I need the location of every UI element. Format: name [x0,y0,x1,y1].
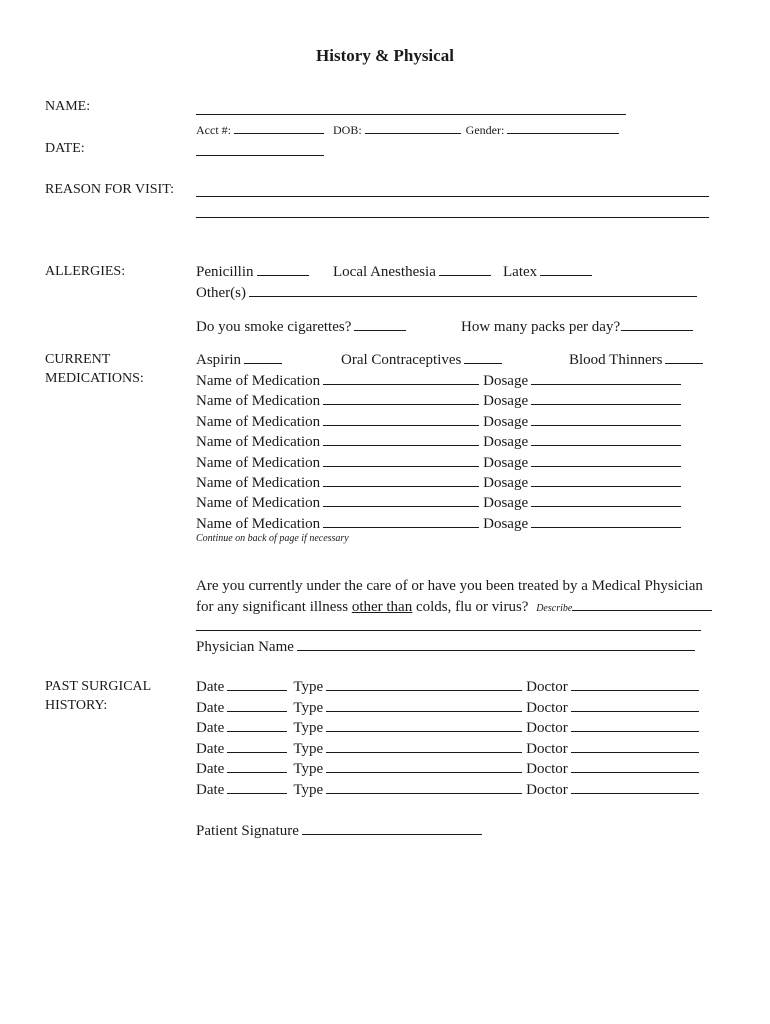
surgery-date-label: Date [196,679,225,695]
describe-field[interactable] [572,597,712,611]
surgery-doctor-field[interactable] [571,780,699,794]
dosage-label: Dosage [483,373,529,389]
surgery-date-label: Date [196,720,225,737]
reason-field-1[interactable] [196,183,709,197]
describe-field-2[interactable] [196,617,701,631]
surgery-date-label: Date [196,740,225,757]
surgery-type-field[interactable] [326,718,522,732]
dob-field[interactable] [365,120,461,134]
latex-label: Latex [503,264,538,280]
smoke-question-label: Do you smoke cigarettes? [196,319,352,335]
surgery-type-label: Type [293,699,324,716]
physician-question-line2 [196,597,712,619]
surgery-date-field[interactable] [227,739,287,753]
describe-label: Describe [536,603,573,614]
allergies-label: ALLERGIES: [45,264,126,279]
surgery-type-label: Type [293,740,324,757]
others-field[interactable] [249,283,697,297]
surgery-doctor-field[interactable] [571,677,699,691]
dosage-field[interactable] [531,473,681,487]
physician-q2-part3: colds, flu or virus? [412,599,529,615]
physician-name-label: Physician Name [196,639,294,655]
surgery-type-field[interactable] [326,677,522,691]
medication-name-field[interactable] [323,493,479,507]
dosage-field[interactable] [531,514,681,528]
medication-name-label: Name of Medication [196,434,321,451]
medication-row [196,371,681,391]
name-field[interactable] [196,101,626,115]
blood-thinners-field[interactable] [665,350,703,364]
surgery-type-field[interactable] [326,698,522,712]
dosage-label: Dosage [483,393,529,410]
surgery-date-field[interactable] [227,780,287,794]
medication-name-field[interactable] [323,473,479,487]
surgery-type-label: Type [293,782,324,798]
dosage-label: Dosage [483,454,529,471]
gender-field[interactable] [507,120,619,134]
physician-name-field[interactable] [297,637,695,651]
surgery-row [196,739,699,759]
acct-field[interactable] [234,120,324,134]
dob-label: DOB: [333,123,362,137]
surgery-doctor-field[interactable] [571,698,699,712]
surgical-label: PAST SURGICAL HISTORY: [45,679,152,713]
surgery-type-label: Type [293,679,324,695]
page-title: History & Physical [316,46,454,65]
oral-contraceptives [341,350,502,370]
latex-field[interactable] [540,262,592,276]
allergy-others [196,283,697,303]
smoke-field[interactable] [354,317,406,331]
medication-row [196,453,681,473]
local-anesthesia-label: Local Anesthesia [333,264,436,280]
dosage-field[interactable] [531,493,681,507]
medication-name-label: Name of Medication [196,393,321,410]
packs-field[interactable] [621,317,693,331]
surgery-type-label: Type [293,761,324,778]
reason-label: REASON FOR VISIT: [45,182,174,197]
surgery-doctor-field[interactable] [571,739,699,753]
others-label: Other(s) [196,285,246,301]
acct-row [196,120,619,138]
surgery-date-field[interactable] [227,677,287,691]
medication-name-field[interactable] [323,412,479,426]
aspirin [196,350,282,370]
allergy-penicillin [196,262,309,282]
dosage-field[interactable] [531,371,681,385]
physician-q2-underlined: other than [351,599,413,615]
physician-q2-part1: for any significant illness [196,599,352,615]
dosage-label: Dosage [483,515,529,532]
medication-row [196,514,681,534]
surgery-doctor-label: Doctor [526,720,568,737]
signature-label: Patient Signature [196,823,299,839]
allergy-latex [503,262,592,282]
medication-name-field[interactable] [323,453,479,467]
signature-field[interactable] [302,821,482,835]
medication-name-label: Name of Medication [196,454,321,471]
medication-name-label: Name of Medication [196,413,321,430]
surgery-doctor-field[interactable] [571,718,699,732]
dosage-label: Dosage [483,475,529,491]
acct-label: Acct #: [196,123,231,137]
dosage-label: Dosage [483,413,529,430]
medication-row [196,473,681,493]
medication-row [196,391,681,411]
surgery-row [196,698,699,718]
surgery-type-field[interactable] [326,780,522,794]
local-anesthesia-field[interactable] [439,262,491,276]
medication-name-label: Name of Medication [196,515,321,532]
surgery-doctor-label: Doctor [526,782,568,798]
smoke-question [196,317,406,337]
medication-row [196,432,681,452]
medication-name-field[interactable] [323,371,479,385]
dosage-field[interactable] [531,432,681,446]
name-label: NAME: [45,99,91,114]
gender-label: Gender: [465,123,505,137]
dosage-label: Dosage [483,495,529,512]
date-label: DATE: [45,141,85,156]
surgery-row [196,759,699,779]
dosage-field[interactable] [531,453,681,467]
surgery-row [196,718,699,738]
oral-contraceptives-field[interactable] [464,350,502,364]
medications-label: CURRENT MEDICATIONS: [45,352,144,386]
surgery-date-label: Date [196,761,225,778]
physician-name-row [196,637,695,657]
blood-thinners [569,350,703,370]
aspirin-label: Aspirin [196,352,241,368]
surgery-date-field[interactable] [227,759,287,773]
surgery-type-field[interactable] [326,759,522,773]
medication-name-field[interactable] [323,391,479,405]
medication-name-label: Name of Medication [196,475,321,491]
medication-name-label: Name of Medication [196,495,321,512]
medication-row [196,493,681,513]
surgery-date-label: Date [196,782,225,798]
continue-note: Continue on back of page if necessary [196,533,349,544]
reason-field-2[interactable] [196,204,709,218]
dosage-field[interactable] [531,412,681,426]
surgery-type-field[interactable] [326,739,522,753]
signature-row [196,821,482,841]
surgery-date-label: Date [196,699,225,716]
date-field[interactable] [196,142,324,156]
packs-question [461,317,693,337]
penicillin-field[interactable] [257,262,309,276]
medication-name-label: Name of Medication [196,373,321,389]
oral-contraceptives-label: Oral Contraceptives [341,352,462,368]
surgery-doctor-field[interactable] [571,759,699,773]
dosage-field[interactable] [531,391,681,405]
surgery-row [196,780,699,800]
packs-label: How many packs per day? [461,319,621,335]
penicillin-label: Penicillin [196,264,254,280]
surgery-type-label: Type [293,720,324,737]
surgery-row [196,677,699,697]
aspirin-field[interactable] [244,350,282,364]
blood-thinners-label: Blood Thinners [569,352,663,368]
surgery-doctor-label: Doctor [526,699,568,716]
surgery-doctor-label: Doctor [526,761,568,778]
medication-row [196,412,681,432]
allergy-local [333,262,491,282]
surgery-date-field[interactable] [227,718,287,732]
medication-name-field[interactable] [323,432,479,446]
surgery-doctor-label: Doctor [526,740,568,757]
surgery-date-field[interactable] [227,698,287,712]
surgery-doctor-label: Doctor [526,679,568,695]
dosage-label: Dosage [483,434,529,451]
physician-question-line1: Are you currently under the care of or have you been treated by a Medical Physician [196,578,703,594]
medication-name-field[interactable] [323,514,479,528]
